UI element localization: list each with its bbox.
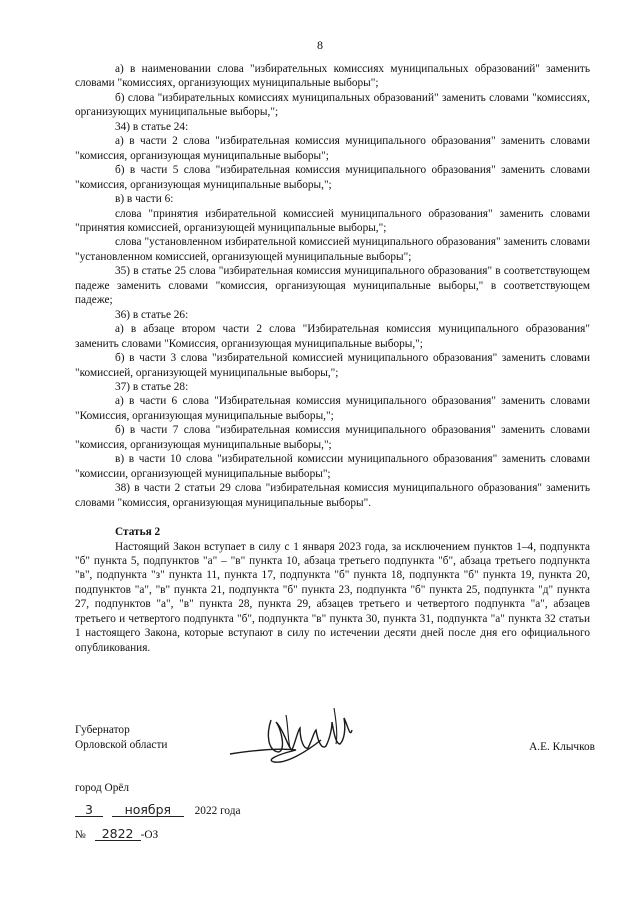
date-day: 3 [75,803,103,817]
paragraph: 38) в части 2 статьи 29 слова "избирательная комиссия муниципального образования" заменить словами "комиссия, организующая муниципальные выборы". [75,482,590,509]
paragraph: а) в части 2 слова "избирательная комиссия муниципального образования" заменить словами "комиссия, организующая муниципальные выборы"; [75,135,590,162]
date-year: 2022 года [194,805,241,817]
number-value: 2822 [95,827,141,841]
article-text: Настоящий Закон вступает в силу с 1 января 2023 года, за исключением пунктов 1–4, подпункта "б" пункта 5, подпунктов "а" – "в" пункта 10, абзаца третьего подпункта "б", абзаца третьего подпункта "в", подпункта "з" пункта 11, пункта 17, подпункта "б" пункта 18, подпункта "б" пункта 19, пункта 20, подпунктов "а", "в" пункта 21, подпункта "б" пункта 23, подпункта "б" пункта 25, подпункта "д" пункта 27, подпунктов "а", "в" пункта 28, пункта 29, абзацев третьего и четвертого подпункта "а", абзацев третьего и четвертого подпункта "б", подпункта "в" пункта 30, пункта 31, подпункта "а" пункта 32 статьи 1 настоящего Закона, которые вступают в силу по истечении десяти дней после дня его официального опубликования. [75,540,590,654]
paragraph: 36) в статье 26: [115,308,189,321]
signatory-title-line2: Орловской области [75,738,168,751]
date-month: ноября [112,803,184,817]
paragraph: слова "принятия избирательной комиссией муниципального образования" заменить словами "принятия комиссией, организующей муниципальные выборы,"; [75,207,590,234]
paragraph: а) в наименовании слова "избирательных комиссиях муниципальных образований" заменить словами "комиссиях, организующих муниципальные выборы"; [75,63,590,90]
article-title: Статья 2 [115,526,161,539]
paragraph: слова "установленном избирательной комиссией муниципального образования" заменить словами "установленном комиссией, организующей муниципальные выборы"; [75,236,590,263]
signatory-name: А.Е. Клычков [529,741,595,753]
signatory-title-line1: Губернатор [75,724,130,736]
page-number: 8 [317,38,323,52]
paragraph: 37) в статье 28: [115,380,189,393]
paragraph: б) в части 7 слова "избирательная комиссия муниципального образования" заменить словами "комиссия, организующая муниципальные выборы,"; [75,424,590,451]
paragraph: б) в части 3 слова "избирательной комиссией муниципального образования" заменить словами "комиссией, организующей муниципальные выборы,"; [75,352,590,379]
paragraph: а) в части 6 слова "Избирательная комиссия муниципального образования" заменить словами "Комиссия, организующая муниципальные выборы,"; [75,395,590,422]
paragraph: в) в части 6: [115,193,174,206]
signatory-title [75,723,167,752]
paragraph: 34) в статье 24: [115,120,189,133]
paragraph: а) в абзаце втором части 2 слова "Избирательная комиссия муниципального образования" заменить словами "Комиссия, организующая муниципальные выборы,"; [75,323,590,350]
signing-date [75,803,241,817]
number-prefix: № [75,829,86,841]
paragraph: в) в части 10 слова "избирательной комиссии муниципального образования" заменить словами "комиссии, организующей муниципальные выборы"; [75,453,590,480]
city: город Орёл [75,782,130,794]
paragraph: б) в части 5 слова "избирательная комиссия муниципального образования" заменить словами "комиссия, организующая муниципальные выборы,"; [75,164,590,191]
law-number [75,827,158,841]
number-suffix: -ОЗ [140,829,159,841]
document-body [75,62,590,655]
handwritten-signature [226,700,356,775]
paragraph: 35) в статье 25 слова "избирательная комиссия муниципального образования" в соответствующем падеже заменить словами "комиссия, организующая муниципальные выборы," в соответствующем падеже; [75,265,590,307]
paragraph: б) слова "избирательных комиссиях муниципальных образований" заменить словами "комиссиях, организующих муниципальные выборы,"; [75,91,590,119]
